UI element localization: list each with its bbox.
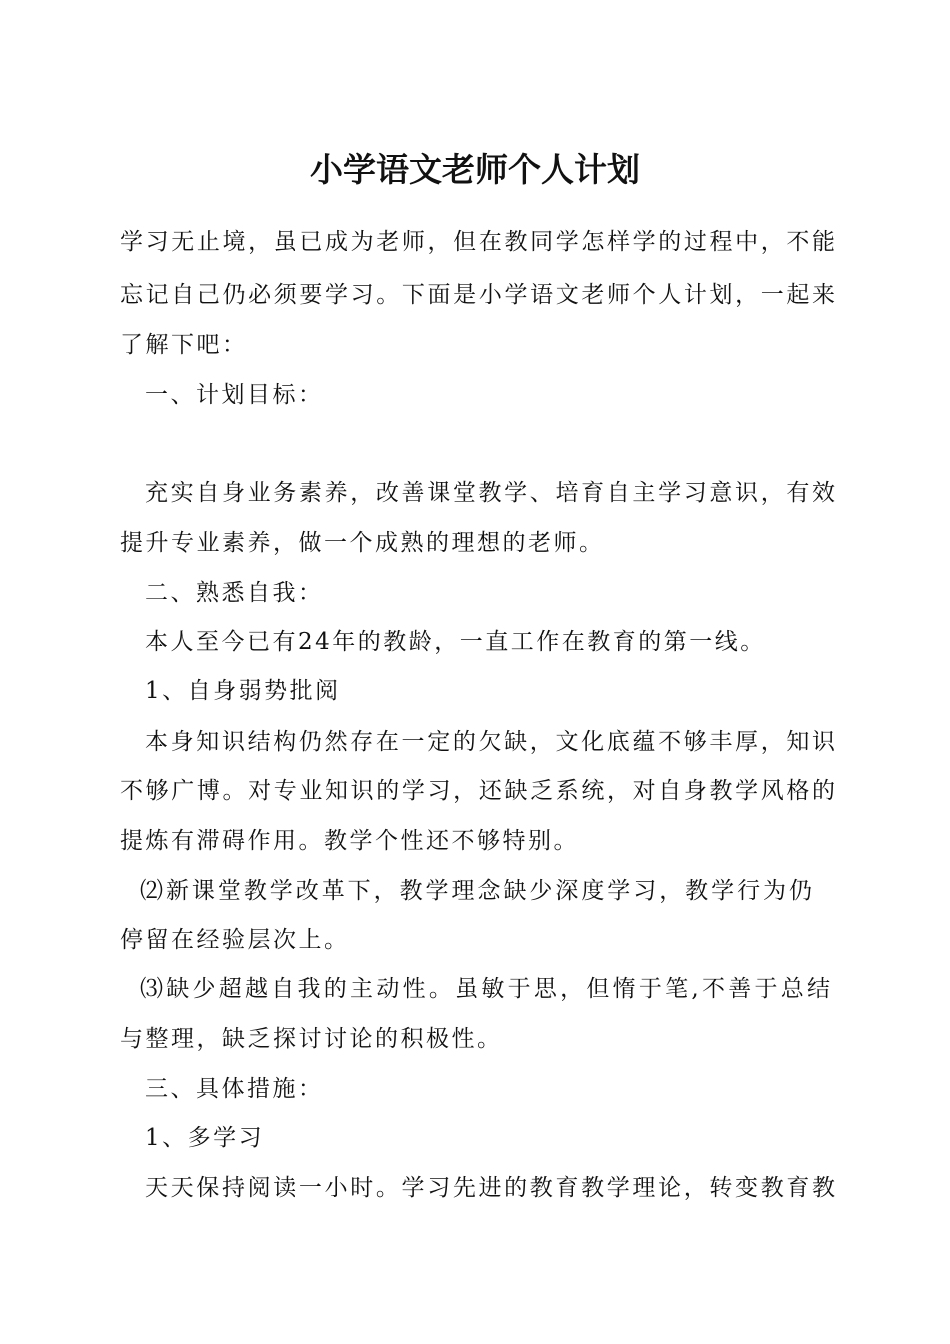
- paragraph-line: 充实自身业务素养，改善课堂教学、培育自主学习意识，有效: [145, 480, 835, 506]
- paragraph-line: ⑶缺少超越自我的主动性。虽敏于思，但惰于笔,不善于总结: [140, 976, 830, 1002]
- paragraph-line: 不够广博。对专业知识的学习，还缺乏系统，对自身教学风格的: [120, 778, 835, 804]
- subsection-heading: 1、多学习: [145, 1125, 265, 1151]
- paragraph-line: 学习无止境，虽已成为老师，但在教同学怎样学的过程中，不能: [120, 229, 835, 255]
- paragraph-line: 天天保持阅读一小时。学习先进的教育教学理论，转变教育教: [145, 1175, 835, 1201]
- section-heading: 二、熟悉自我：: [145, 580, 324, 606]
- paragraph-line: 提升专业素养，做一个成熟的理想的老师。: [120, 530, 605, 556]
- paragraph-line: 与整理，缺乏探讨讨论的积极性。: [120, 1026, 503, 1052]
- paragraph-line: 忘记自己仍必须要学习。下面是小学语文老师个人计划，一起来: [120, 282, 835, 308]
- paragraph-line: 了解下吧：: [120, 332, 248, 358]
- section-heading: 一、计划目标：: [145, 382, 324, 408]
- document-title: 小学语文老师个人计划: [310, 150, 640, 189]
- paragraph-line: 本人至今已有24年的教龄，一直工作在教育的第一线。: [145, 629, 766, 655]
- paragraph-line: 提炼有滞碍作用。教学个性还不够特别。: [120, 828, 579, 854]
- paragraph-line: 停留在经验层次上。: [120, 927, 350, 953]
- paragraph-line: 本身知识结构仍然存在一定的欠缺，文化底蕴不够丰厚，知识: [145, 729, 835, 755]
- section-heading: 三、具体措施：: [145, 1076, 324, 1102]
- paragraph-line: ⑵新课堂教学改革下，教学理念缺少深度学习，教学行为仍: [140, 878, 812, 904]
- subsection-heading: 1、自身弱势批阅: [145, 678, 341, 704]
